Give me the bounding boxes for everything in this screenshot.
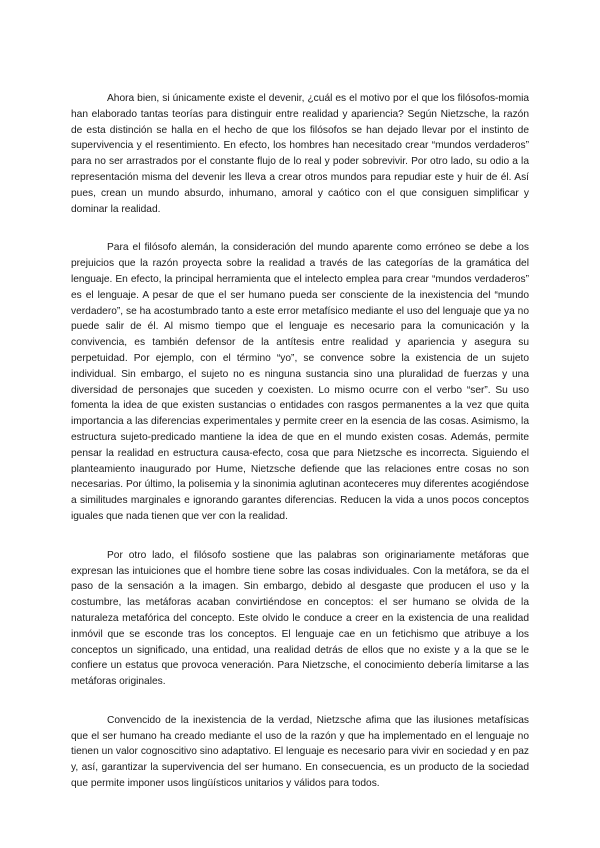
paragraph-devenir: Ahora bien, si únicamente existe el devenir, ¿cuál es el motivo por el que los filósofos-momia han elaborado tantas teorías para distinguir entre realidad y apariencia? Según Nietzsche, la razón de esta distinción se halla en el hecho de que los filósofos se han dejado llevar por el instinto de supervivencia y el resentimiento. En efecto, los hombres han necesitado crear “mundos verdaderos” para no ser arrastrados por el constante flujo de lo real y poder sobrevivir. Por otro lado, su odio a la representación misma del devenir les lleva a crear otros mundos para repudiar este y huir de él. Así pues, crean un mundo absurdo, inhumano, amoral y caótico con el que consiguen simplificar y dominar la realidad.	[71, 93, 529, 215]
paragraph-metaforas: Por otro lado, el filósofo sostiene que las palabras son originariamente metáforas que expresan las intuiciones que el hombre tiene sobre las cosas individuales. Con la metáfora, se da el paso de la sensación a la imagen. Sin embargo, debido al desgaste que producen el uso y la costumbre, las metáforas acaban convirtiéndose en conceptos: el ser humano se olvida de la naturaleza metafórica del concepto. Este olvido le conduce a creer en la existencia de una realidad inmóvil que se esconde tras los conceptos. El lenguaje cae en un fetichismo que atribuye a los conceptos un significado, una entidad, una realidad detrás de ellos que no existe y a la que se le confiere un estatus que provoca veneración. Para Nietzsche, el conocimiento debería limitarse a las metáforas originales.	[71, 549, 529, 688]
document-body	[71, 91, 529, 792]
paragraph-conclusion: Convencido de la inexistencia de la verdad, Nietzsche afima que las ilusiones metafísicas que el ser humano ha creado mediante el uso de la razón y que ha implementado en el lenguaje no tienen un valor cognoscitivo sino adaptativo. El lenguaje es necesario para vivir en sociedad y en paz y, así, garantizar la supervivencia del ser humano. En consecuencia, es un producto de la sociedad que permite imponer usos lingüísticos unitarios y válidos para todos.	[71, 714, 529, 790]
paragraph-lenguaje: Para el filósofo alemán, la consideración del mundo aparente como erróneo se debe a los prejuicios que la razón proyecta sobre la realidad a través de las categorías de la gramática del lenguaje. En efecto, la principal herramienta que el intelecto emplea para crear “mundos verdaderos” es el lenguaje. A pesar de que el ser humano pueda ser consciente de la inexistencia del “mundo verdadero”, se ha acostumbrado tanto a este error metafísico mediante el uso del lenguaje que ya no puede salir de él. Al mismo tiempo que el lenguaje es necesario para la comunicación y la convivencia, es también defensor de la antítesis entre realidad y apariencia y asegura su perpetuidad. Por ejemplo, con el término “yo”, se convence sobre la existencia de un sujeto individual. Sin embargo, el sujeto no es ninguna sustancia sino una pluralidad de fuerzas y una diversidad de personajes que suceden y coexisten. Lo mismo ocurre con el verbo “ser”. Su uso fomenta la idea de que existen sustancias o entidades con rasgos permanentes a la vez que quita importancia a las diferencias experimentales y permite creer en la esencia de las cosas. Asimismo, la estructura sujeto-predicado mantiene la idea de que en el mundo existen cosas. Además, permite pensar la realidad en estructura causa-efecto, cosa que para Nietzsche es incorrecta. Siguiendo el planteamiento inaugurado por Hume, Nietzsche defiende que las relaciones entre cosas no son necesarias. Por último, la polisemia y la sinonimia aglutinan aconteceres muy diferentes acogiéndose a similitudes marginales e ignorando garantes diferencias. Reducen la vida a unos pocos conceptos iguales que nada tienen que ver con la realidad.	[71, 242, 529, 522]
